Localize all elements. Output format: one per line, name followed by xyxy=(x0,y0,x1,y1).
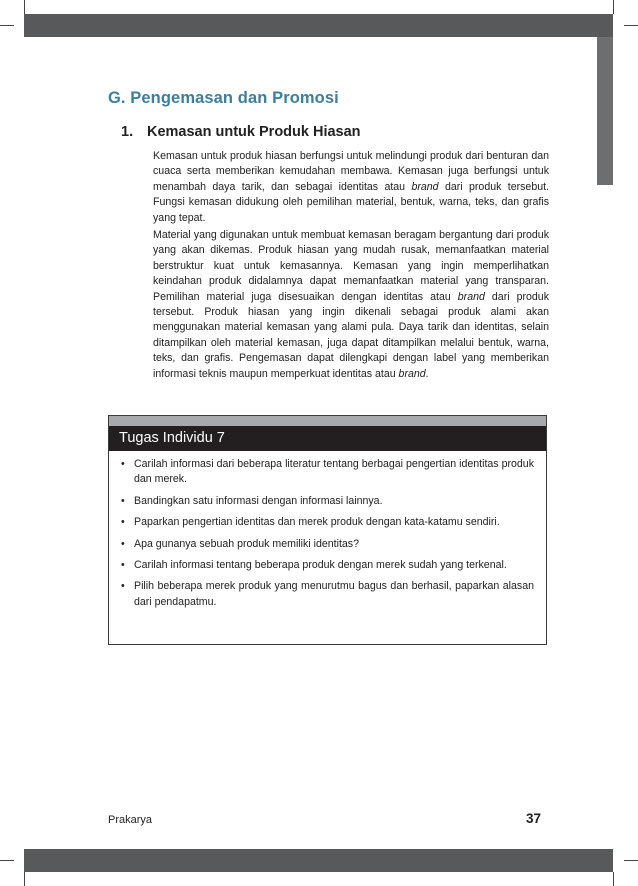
task-box-stripe xyxy=(109,416,546,426)
bottom-bar xyxy=(24,849,613,872)
list-item xyxy=(121,494,534,509)
bullet-icon: • xyxy=(121,458,125,470)
side-tab-strip xyxy=(597,37,613,185)
list-item xyxy=(121,457,534,488)
paragraph-2 xyxy=(153,228,549,382)
brand-term: brand xyxy=(411,180,439,193)
crop-mark xyxy=(0,860,14,861)
bullet-icon: • xyxy=(121,559,125,572)
section-title: G. Pengemasan dan Promosi xyxy=(108,89,339,107)
list-item-text: Carilah informasi dari beberapa literatur tentang berbagai pengertian identitas produk dan merek. xyxy=(134,458,534,486)
brand-term: brand xyxy=(457,290,485,303)
subsection-number: 1. xyxy=(121,124,134,140)
list-item xyxy=(121,579,534,610)
paragraph-1-part1: Kemasan untuk produk hiasan berfungsi untuk melindungi produk dari benturan dan cuaca serta memberikan kemudahan membawa. Kemasan juga berfungsi untuk menambah daya tarik, dan sebagai identitas atau xyxy=(153,150,549,193)
paragraph-1-part2: dari produk tersebut. Fungsi kemasan didukung oleh pemilihan material, bentuk, warna, teks, dan grafis yang tepat. xyxy=(153,180,549,224)
crop-mark xyxy=(24,872,25,886)
list-item xyxy=(121,558,534,573)
crop-mark xyxy=(624,25,638,26)
list-item-text: Paparkan pengertian identitas dan merek produk dengan kata-katamu sendiri. xyxy=(134,516,500,529)
list-item-text: Apa gunanya sebuah produk memiliki identitas? xyxy=(134,537,359,550)
task-title: Tugas Individu 7 xyxy=(109,426,546,451)
bullet-icon: • xyxy=(121,537,125,550)
paragraph-2-part1: Material yang digunakan untuk membuat kemasan beragam bergantung dari produk yang akan dikemas. Produk hiasan yang mudah rusak, memanfaatkan material berstruktur kuat untuk kemasannya. Kemasan yang ingin memperlihatkan keindahan produk didalamnya dapat memanfaatkan material yang transparan. Pemilihan material juga disesuaikan dengan identitas atau xyxy=(153,229,549,303)
page-number: 37 xyxy=(526,811,542,826)
list-item-text: Carilah informasi tentang beberapa produk dengan merek sudah yang terkenal. xyxy=(134,559,507,572)
paragraph-2-part2: dari produk tersebut. Produk hiasan yang ingin dikenali sebagai produk alami akan menggunakan material kemasan yang alami pula. Daya tarik dan identitas, selain ditampilkan oleh material kemasan, juga dapat ditampilkan melalui bentuk, warna, teks, dan grafis. Pengemasan dapat dilengkapi dengan label yang memberikan informasi teknis maupun memperkuat identitas atau xyxy=(153,290,549,380)
crop-mark xyxy=(613,0,614,14)
paragraph-1 xyxy=(153,149,549,226)
footer-subject: Prakarya xyxy=(108,814,153,826)
bullet-icon: • xyxy=(121,580,125,593)
crop-mark xyxy=(624,860,638,861)
crop-mark xyxy=(24,0,25,14)
list-item-text: Pilih beberapa merek produk yang menurutmu bagus dan berhasil, paparkan alasan dari pendapatmu. xyxy=(134,580,534,608)
task-list xyxy=(109,451,546,610)
crop-mark xyxy=(613,872,614,886)
list-item-text: Bandingkan satu informasi dengan informasi lainnya. xyxy=(134,494,383,507)
task-box xyxy=(108,415,547,645)
bullet-icon: • xyxy=(121,494,125,507)
crop-mark xyxy=(0,25,14,26)
brand-term: brand xyxy=(398,367,426,380)
subsection-title xyxy=(121,124,361,140)
paragraph-2-part3: . xyxy=(425,367,429,380)
list-item xyxy=(121,537,534,552)
bullet-icon: • xyxy=(121,516,125,529)
top-bar xyxy=(24,14,613,37)
subsection-title-text: Kemasan untuk Produk Hiasan xyxy=(147,124,361,140)
list-item xyxy=(121,515,534,530)
